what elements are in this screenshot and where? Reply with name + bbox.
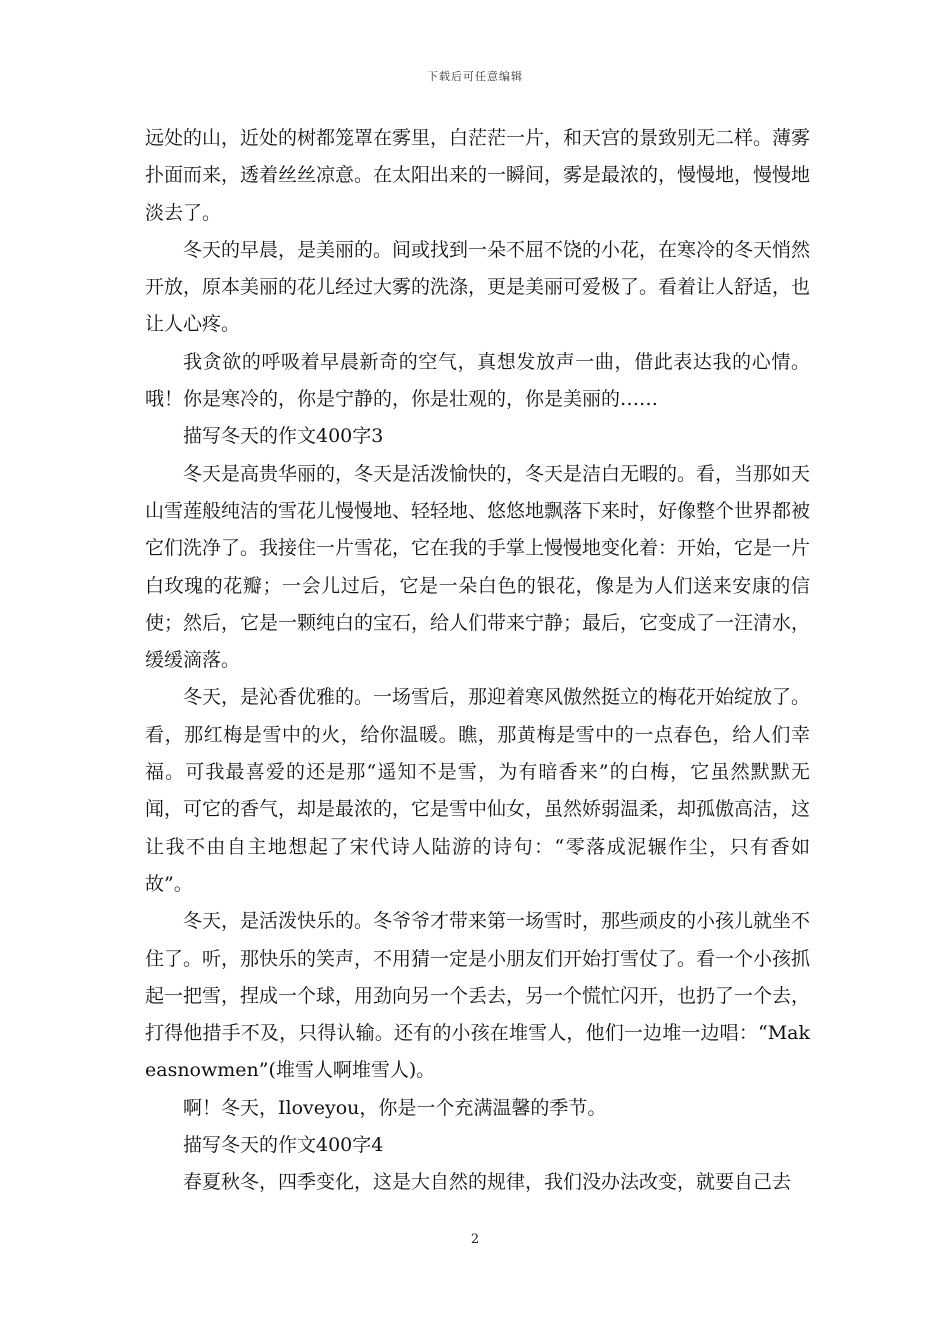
paragraph-snowball: 冬天，是活泼快乐的。冬爷爷才带来第一场雪时，那些顽皮的小孩儿就坐不住了。听，那快乐的笑声，不用猜一定是小朋友们开始打雪仗了。看一个小孩抓起一把雪，捏成一个球，用劲向另一个丢去，另一个慌忙闪开，也扔了一个去，打得他措手不及，只得认输。还有的小孩在堆雪人，他们一边堆一边唱：“Makeasnowmen”(堆雪人啊堆雪人)。	[145, 910, 811, 1082]
paragraph-fog: 远处的山，近处的树都笼罩在雾里，白茫茫一片，和天宫的景致别无二样。薄雾扑面而来，透着丝丝凉意。在太阳出来的一瞬间，雾是最浓的，慢慢地，慢慢地淡去了。	[145, 127, 811, 224]
paragraph-breathing: 我贪欲的呼吸着早晨新奇的空气，真想发放声一曲，借此表达我的心情。哦！你是寒冷的，你是宁静的，你是壮观的，你是美丽的……	[145, 350, 810, 411]
paragraph-plum-blossom: 冬天，是沁香优雅的。一场雪后，那迎着寒风傲然挺立的梅花开始绽放了。看，那红梅是雪中的火，给你温暖。瞧，那黄梅是雪中的一点春色，给人们幸福。可我最喜爱的还是那“遥知不是雪，为有暗香来”的白梅，它虽然默默无闻，可它的香气，却是最浓的，它是雪中仙女，虽然娇弱温柔，却孤傲高洁，这让我不由自主地想起了宋代诗人陆游的诗句：“零落成泥辗作尘，只有香如故”。	[145, 686, 811, 895]
paragraph-four-seasons: 春夏秋冬，四季变化，这是大自然的规律，我们没办法改变，就要自己去	[183, 1171, 792, 1194]
page-number: 2	[470, 1232, 480, 1247]
essay-heading-3: 描写冬天的作文400字3	[183, 425, 384, 448]
page-header: 下载后可任意编辑	[427, 70, 523, 83]
paragraph-winter-morning: 冬天的早晨，是美丽的。间或找到一朵不屈不饶的小花，在寒冷的冬天悄然开放，原本美丽的花儿经过大雾的洗涤，更是美丽可爱极了。看着让人舒适，也让人心疼。	[145, 238, 811, 336]
paragraph-exclamation: 啊！冬天，Iloveyou，你是一个充满温馨的季节。	[183, 1096, 607, 1119]
document-body	[145, 120, 810, 1202]
paragraph-snowflake: 冬天是高贵华丽的，冬天是活泼愉快的，冬天是洁白无暇的。看，当那如天山雪莲般纯洁的雪花儿慢慢地、轻轻地、悠悠地飘落下来时，好像整个世界都被它们洗净了。我接住一片雪花，它在我的手掌上慢慢地变化着：开始，它是一片白玫瑰的花瓣；一会儿过后，它是一朵白色的银花，像是为人们送来安康的信使；然后，它是一颗纯白的宝石，给人们带来宁静；最后，它变成了一汪清水，缓缓滴落。	[145, 462, 811, 672]
essay-heading-4: 描写冬天的作文400字4	[183, 1134, 384, 1157]
